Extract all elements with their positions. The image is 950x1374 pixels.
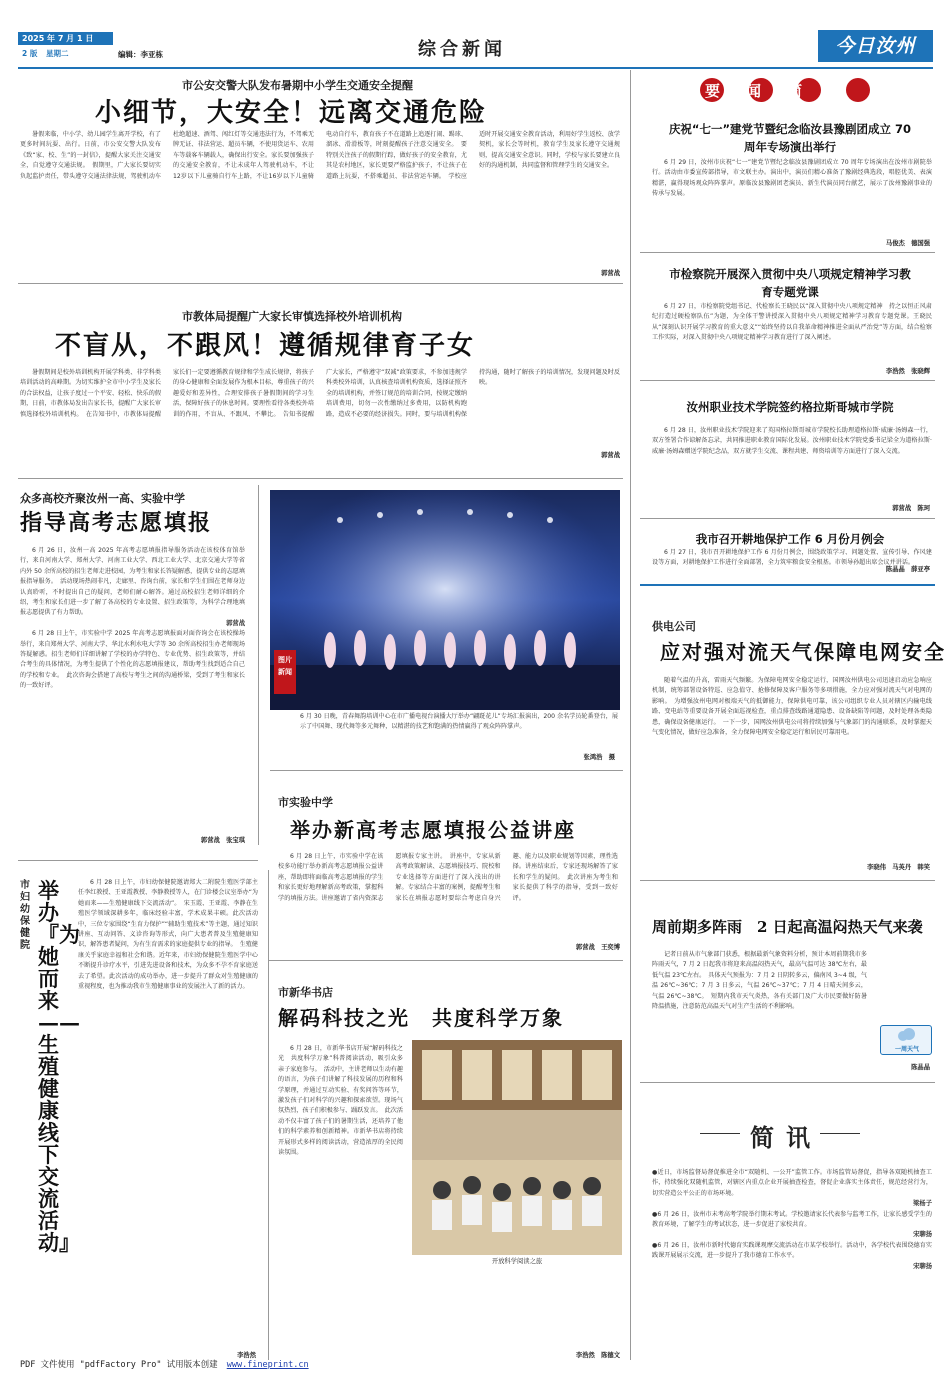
article3-byline2: 郭营战 张宝琪 <box>200 837 245 844</box>
vrule-left <box>258 485 259 845</box>
rule-r5 <box>640 880 935 881</box>
article5-byline: 李浩然 <box>237 1352 256 1359</box>
power-kicker: 供电公司 <box>652 620 696 633</box>
brief-item-2-byline: 宋聊扬 <box>913 1231 932 1239</box>
article3-kicker: 众多高校齐聚汝州一高、实验中学 <box>20 492 185 505</box>
photo-caption-text: 6 月 30 日晚，青春舞韵培训中心在市广播电视台演播大厅举办“翩跹花儿”专场汇报演出，200 余名学员轮番登台，展示了中国舞、现代舞等多元舞种，以精湛的技艺和饱满的热情赢得了观众阵阵掌声。 <box>300 713 618 730</box>
stage-photo <box>270 490 620 710</box>
article1-title: 小细节，大安全！远离交通危险 <box>95 98 488 128</box>
article1-kicker: 市公安交警大队发布暑期中小学生交通安全提醒 <box>182 79 413 92</box>
weather-title: 周前期多阵雨 2 日起高温闷热天气来袭 <box>652 918 923 936</box>
photo-byline: 张鸿浩 摄 <box>583 754 615 761</box>
article5-vertical-title: 举办『为她而来——生殖健康线下交流活动』 <box>38 878 80 1255</box>
news-brief-header <box>700 78 870 104</box>
article3-body <box>20 546 245 846</box>
power-byline: 李晓伟 马英丹 韩笑 <box>867 864 930 871</box>
power-body: 随着气温的升高，雷雨天气频繁。为保障电网安全稳定运行，国网汝州供电公司迅速启动应急响应机制，统筹部署设备特巡、应急值守、抢修保障及客户服务等多项措施，全力应对强对流天气对电网的影响。 为增强汝州电网对极端天气的抵御能力，保障供电可靠，该公司组织专业人员对辖区内输电线路、变电站等重要设备开展全面巡视检查，重点排查线路通道隐患、设备缺陷等问题，及时处理各类隐患，确保设备健康运行。 一下一步，国网汝州供电公司将持续加强与气象部门的沟通联系，及时掌握天气变化情况，做好应急准备，全力保障电网安全稳定运行和居民可靠用电。 <box>652 677 932 737</box>
article6-kicker: 市新华书店 <box>278 986 333 999</box>
article6-text: 6 月 28 日，市新华书店开展“解码科技之光 共度科学万象”科普阅读活动，吸引众多亲子家庭参与。 活动中，主讲老师以生动有趣的语言，为孩子们讲解了科技发展的历程和科学原理，并通过互动实验、有奖问答等环节，激发孩子们对科学的兴趣和探索欲望。现场气氛热烈，孩子们积极参与、踊跃发言。 此次活动不仅丰富了孩子们的暑期生活，还培养了他们的科学素养和创新精神。市新华书店将持续开展形式多样的阅读活动，营造浓厚的全民阅读氛围。 <box>278 1045 403 1157</box>
photo-tag-line2: 新闻 <box>278 668 292 676</box>
pdf-footer-link[interactable]: www.fineprint.cn <box>226 1360 309 1370</box>
rule-1 <box>18 283 623 284</box>
pdf-footer <box>20 1358 620 1372</box>
brief-item4-title: 我市召开耕地保护工作 6 月份月例会 <box>695 532 885 546</box>
rule-3 <box>270 770 623 771</box>
weather-stamp-label: 一周天气 <box>894 1046 919 1053</box>
bookstore-photo <box>412 1040 622 1255</box>
weather-byline: 陈晶晶 <box>911 1064 930 1071</box>
article5-text: 6 月 28 日上午，市妇幼保健院邀请郑大二附院生殖医学部主任李红教授、王亚霞教授、李静教授等人，在门诊楼会议室举办“为她而来——生殖健康线下交流活动”。 宋玉霞、王亚霞、李静在生殖医学领域深耕多年，临床经验丰富，学术成果丰硕。此次活动中，三位专家围绕“生育力保护”“辅助生殖技术”等主题，通过知识讲座、互动问答、义诊咨询等形式，向广大患者普及生殖健康知识，解答患者疑问，为有生育需求的家庭提供专业的指导。 生殖健康关乎家庭幸福和社会和谐。近年来，市妇幼保健院生殖医学中心不断提升诊疗水平，引进先进设备和技术，为众多不孕不育家庭送去了希望。此次活动的成功举办，进一步提升了群众对生殖健康的重视程度，也为推动我市生殖健康事业的发展注入了新的活力。 <box>78 879 258 991</box>
brief-title: 简讯 <box>740 1118 820 1153</box>
masthead <box>18 30 933 66</box>
rule-4 <box>18 860 258 861</box>
brief-item2-body: 6 月 27 日，市检察院党组书记、代检察长王晓民以“深入贯彻中央八项规定精神 持之以恒正风肃纪打造过硬检察队伍”为题，为全体干警讲授深入贯彻中央八项规定精神学习教育专题党课。王晓民从“深刻认识开展学习教育的重大意义”“始终坚持以自我革命精神推进全面从严治党”等方面，结合检察工作实际，对深入贯彻中央八项规定精神学习教育进行了深入阐述。 <box>652 303 932 342</box>
article3-title: 指导高考志愿填报 <box>20 510 213 536</box>
brief-item1-title: 庆祝“七一”建党节暨纪念临汝县豫剧团成立 70 周年专场演出举行 <box>668 122 912 154</box>
weather-cloud-icon <box>895 1028 919 1042</box>
vrule-mid <box>268 870 269 1360</box>
article6-byline: 李浩然 陈德文 <box>575 1352 620 1359</box>
photo-news-frame <box>270 490 620 767</box>
brief-item1-body: 6 月 29 日，汝州市庆祝“七一”建党节暨纪念临汝县豫剧团成立 70 周年专场演出在汝州市剧院举行。活动由市委宣传部指导，市文联主办。演出中，演员们精心准备了豫剧经典选段，唱腔优美、表演精湛，赢得现场观众阵阵掌声。原临汝县豫剧团老演员、新生代演员同台献艺，展示了汝州豫剧事业的传承与发展。 <box>652 159 932 198</box>
brief-list <box>652 1168 932 1353</box>
brief-item-3-byline: 宋聊扬 <box>913 1262 932 1270</box>
masthead-weekday: 星期二 <box>45 49 69 58</box>
rule-2 <box>18 478 623 479</box>
weather-stamp <box>880 1025 932 1055</box>
masthead-logo: 今日汝州 <box>818 30 933 62</box>
article2-text: 暑假期间是校外培训机构开展学科类、非学科类培训活动的高峰期。为切实维护全市中小学生及家长的合法权益，让孩子度过一个平安、轻松、快乐的假期，日前，市教体局发出告家长书，提醒广大家长审慎选择校外培训机构。 在告知书中，市教体局提醒家长们一定要遵循教育规律和学生成长规律，将孩子的身心健康和全面发展作为根本目标，尊重孩子的兴趣爱好和差异性，合理安排孩子暑假期间的学习生活，保障好孩子的休息时间。要理性看待各类校外培训的作用，不盲从、不跟风、不攀比。 告知书提醒广大家长，严格遵守“双减”政策要求，不参加违规学科类校外培训，认真核查培训机构资质，选择证照齐全的培训机构，并签订规范的培训合同，按规定缴纳培训费用，切勿一次性缴纳过多费用，以防机构跑路，造成不必要的经济损失。同时，要与培训机构保持沟通，随时了解孩子的培训情况，发现问题及时反映。 <box>20 369 620 418</box>
pdf-footer-text: PDF 文件使用 "pdfFactory Pro" 试用版本创建 <box>20 1360 218 1370</box>
brief-item3-body: 6 月 28 日，汝州职业技术学院迎来了英国格拉斯哥城市学院校长助理道格拉斯·威廉·汤姆森一行，双方签署合作谅解备忘录，共同推进职业教育国际化发展。汝州职业技术学院党委书记梁全为道格拉斯·威廉·汤姆森赠送学院纪念品，双方就学生交流、课程共建、师资培训等方面进行了深入交流。 <box>652 427 932 455</box>
brief-item1-byline: 马俊杰 德国强 <box>885 240 930 247</box>
brief-item2-byline: 李浩然 张晓辉 <box>885 368 930 375</box>
section-title: 综合新闻 <box>418 39 506 60</box>
masthead-edition: 2 版 <box>22 49 38 58</box>
masthead-rule <box>18 67 933 69</box>
article4-title: 举办新高考志愿填报公益讲座 <box>290 818 576 842</box>
vrule-right <box>630 70 631 1360</box>
article5-vertical-kicker: 市妇幼保健院 <box>20 880 30 951</box>
article3-text1: 6 月 26 日，汝州一高 2025 年高考志愿填报指导服务活动在该校体育馆举行，来自河南大学、郑州大学、河南工业大学、西北工业大学、北京交通大学等省内外 50 余所高校的招生老师走进校园，为考生和家长答疑解惑，提供专业的志愿填报指导服务。 活动现场热闹非凡，走廊里、咨询台前，家长和学生们围在老师身边认真聆听，不时提出自己的疑问，老师们耐心解答。通过高校招生老师详细的介绍，考生和家长们进一步了解了各高校的专业设置、招生政策等，为科学合理地填报志愿提供了有力帮助。 <box>20 547 245 617</box>
brief-item-1: ●近日，市场监督局督促推进全市“双随机、一公开”监管工作。市场监管局督促，指导各双随机抽查工作，持续强化双随机监管，对辖区内重点企业开展抽查检查，督促企业落实主体责任，规范经营行为，切实营造公平公正的市场环境。 <box>652 1169 932 1197</box>
masthead-date: 2025 年 7 月 1 日 <box>22 34 94 43</box>
photo-news-tag <box>274 650 296 694</box>
article2-kicker: 市教体局提醒广大家长审慎选择校外培训机构 <box>182 310 402 323</box>
rule-r1 <box>640 252 935 253</box>
article2-byline: 郭营战 <box>601 452 620 459</box>
rule-r3 <box>640 518 935 519</box>
weather-body: 记者日前从市气象部门获悉，根据最新气象资料分析，预计本周前期我市多阵雨天气，7 月 2 日起我市将迎来高温闷热天气，最高气温可达 38℃左右，最低气温 23℃左右。 具体天气预报为：7 月 2 日阴转多云，偏南风 3~4 级，气温 26℃~36℃；7 月 3 日多云，气温 26℃~37℃；7 月 4 日晴天间多云，气温 26℃~38℃。 短期内我市天气炎热，各有关部门及广大市民要做好防暑降温措施，注意防范高温天气对生产生活的不利影响。 <box>652 951 867 1011</box>
photo-tag-line1: 图片 <box>278 656 292 664</box>
article4-kicker: 市实验中学 <box>278 796 333 809</box>
article3-byline1: 郭营战 <box>226 619 245 627</box>
article6-body <box>278 1044 403 1344</box>
brief-item-3: ●6 月 26 日，汝州市新时代德育实践课观摩交流活动在市某学校举行。活动中，各学校代表围绕德育实践课开展展示交流，进一步提升了我市德育工作水平。 <box>652 1241 932 1260</box>
article1-byline: 郭营战 <box>601 270 620 277</box>
masthead-date-row <box>18 32 113 45</box>
brief-item4-body: 6 月 27 日，我市召开耕地保护工作 6 月份月例会，围绕政策学习、问题处置、宣传引导、作风建设等方面，对耕地保护工作进行全面部署，全力筑牢粮食安全根基。市领导孙超出席会议并讲话。 <box>652 549 932 567</box>
article2-title: 不盲从，不跟风！遵循规律育子女 <box>55 331 476 361</box>
news-brief-title: 要闻简报 <box>705 82 870 100</box>
rule-r4 <box>640 584 935 586</box>
brief-header <box>700 1116 860 1150</box>
brief-item-2: ●6 月 26 日，汝州市未考高考学院举行期末考试。学校邀请家长代表参与监考工作，让家长感受学生的教育环境，了解学生的考试状态，进一步促进了家校共育。 <box>652 1210 932 1229</box>
article4-body <box>278 852 618 952</box>
article5-body <box>78 878 258 1348</box>
article6-title: 解码科技之光 共度科学万象 <box>278 1006 564 1030</box>
article2-body <box>20 368 620 464</box>
article6-photo <box>412 1040 622 1268</box>
brief-item2-title: 市检察院开展深入贯彻中央八项规定精神学习教育专题党课 <box>669 267 911 299</box>
power-title: 应对强对流天气保障电网安全 <box>660 640 946 664</box>
rule-5 <box>268 960 623 961</box>
brief-item3-byline: 郭营战 陈珂 <box>892 505 930 512</box>
rule-r2 <box>640 380 935 381</box>
brief-item3-title: 汝州职业技术学院签约格拉斯哥城市学院 <box>686 400 894 414</box>
article4-text: 6 月 28 日上午，市实验中学在该校多功能厅举办新高考志愿填报公益讲座，帮助即将面临高考志愿填报的学生和家长更好地理解新高考政策，掌握科学的填报方法。讲座邀请了省内资深志愿填报专家主讲。 讲座中，专家从新高考政策解读、志愿填报技巧、院校和专业选择等方面进行了深入浅出的讲解。专家结合丰富的案例，提醒考生和家长在填报志愿时要综合考虑自身兴趣、能力以及职业规划等因素，理性选择。讲座结束后，专家还现场解答了家长和学生的疑问。 此次讲座为考生和家长提供了科学的指导，受到一致好评。 <box>278 853 618 902</box>
brief-item4-byline: 陈晶晶 薛亚亭 <box>885 566 930 573</box>
masthead-editor: 编辑：李亚栋 <box>118 50 163 59</box>
photo-caption <box>300 712 618 752</box>
article3-text2: 6 月 28 日上午，市实验中学 2025 年高考志愿填报面对面咨询会在该校操场举行，来自郑州大学、河南大学、华北水利水电大学等 30 余所高校招生办老师现场答疑解惑。招生老师们详细讲解了学校的办学特色、专业优势、招生政策等，并结合考生的具体情况，为考生提供了个性化的志愿填报建议，帮助考生找到适合自己的学校和专业。 此次咨询会搭建了高校与考生之间的沟通桥梁，受到了考生和家长的一致好评。 <box>20 630 245 690</box>
article1-text: 暑假来临，中小学、幼儿园学生离开学校，有了更多时间玩耍、出行。日前，市公安交警大队发布《致“家、校、生”的一封信》，提醒大家关注交通安全，自觉遵守交通法规。 假期里，广大家长要切实负起监护责任，带头遵守交通法律法规，驾驶机动车杜绝超速、酒驾、闯红灯等交通违法行为，不驾乘无牌无证、非法营运、超员车辆，不使用货运车、农用车等载客车辆载人，确保出行安全。家长要加强孩子的交通安全教育，不让未成年人驾驶机动车，不让12岁以下儿童骑自行车上路，不让16岁以下儿童骑电动自行车，教育孩子不在道路上追逐打闹、踢球、溜冰、滑滑板等，时刻提醒孩子注意交通安全。 要特别关注孩子的假期行踪，做好孩子的安全教育，尤其是农村地区，家长更要严格监护孩子，不让孩子在道路上玩耍，不搭乘超员、非法营运车辆。 学校应适时开展交通安全教育活动，利用好学生返校、放学契机，家长会等时机，教育学生及家长遵守交通规则，提高交通安全意识。同时，学校与家长要建立良好的沟通机制，共同监督和管理学生的交通安全。 <box>20 131 620 180</box>
article4-byline: 郭营战 王奕博 <box>575 944 620 951</box>
article6-photo-caption: 开放科学阅读之旅 <box>491 1258 543 1265</box>
brief-item-1-byline: 梁杨子 <box>913 1200 932 1208</box>
rule-r6 <box>640 1082 935 1083</box>
article1-body <box>20 130 620 272</box>
